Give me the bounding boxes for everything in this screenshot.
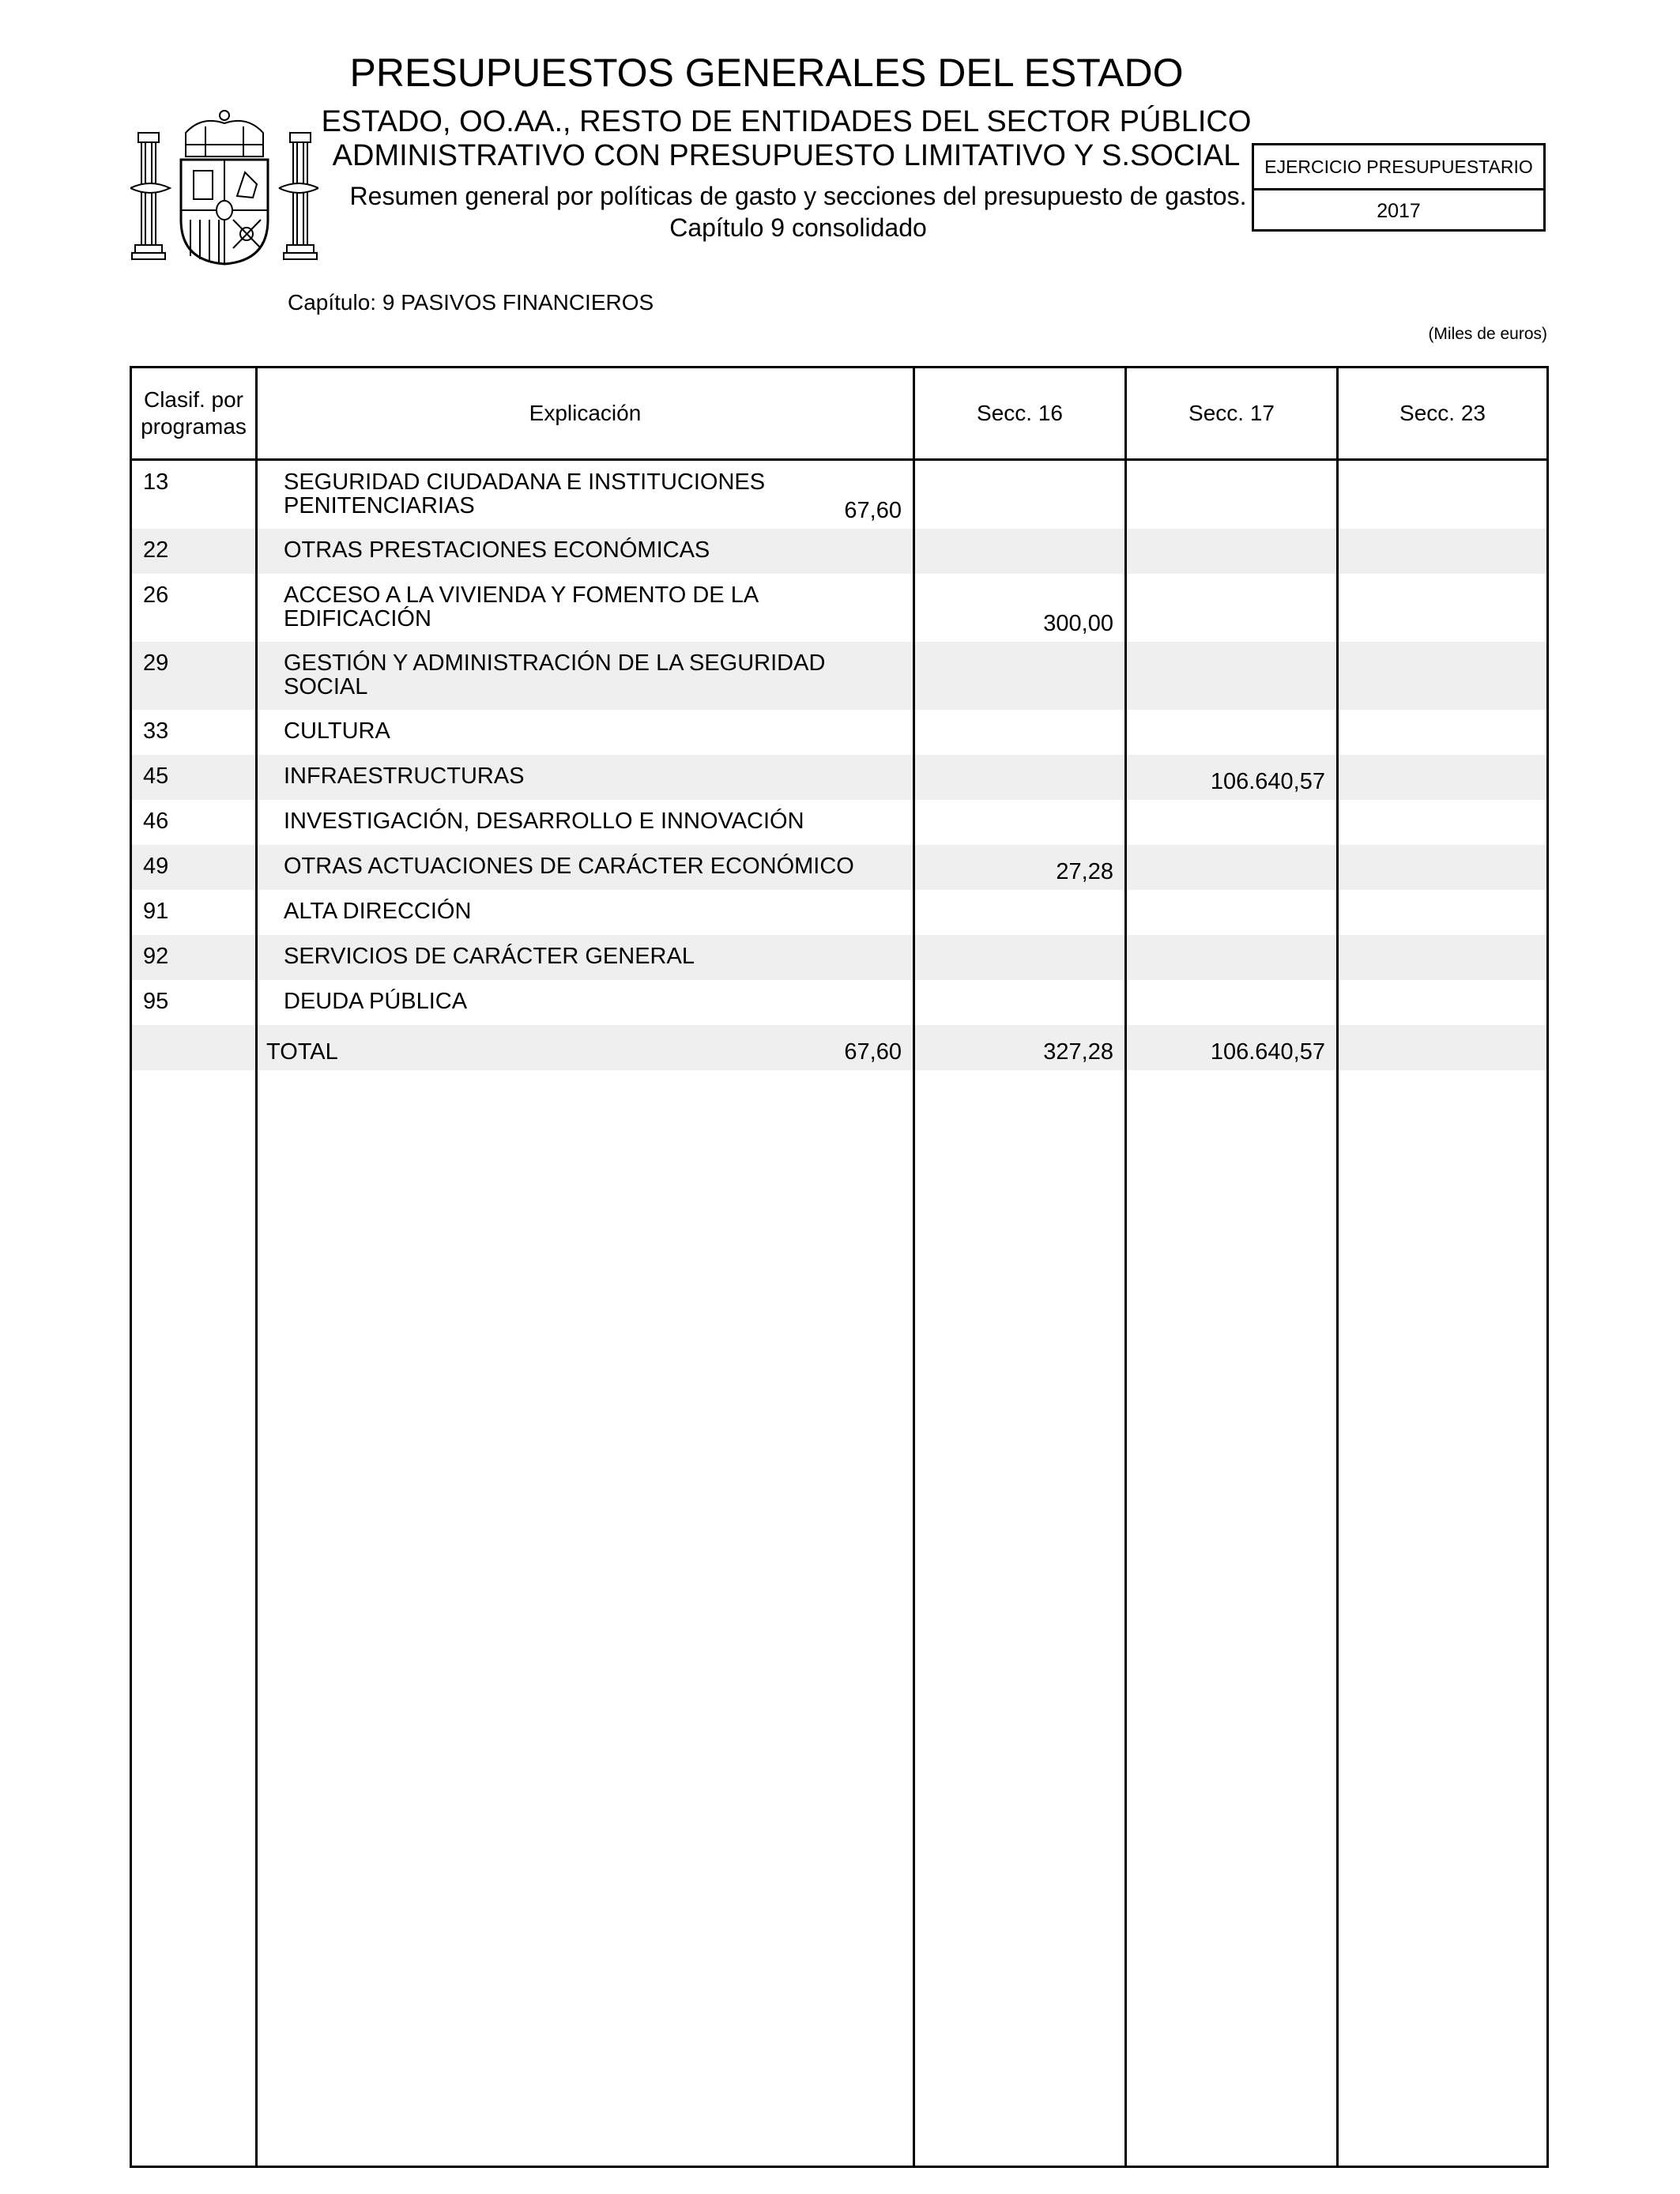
row-explicacion: SEGURIDAD CIUDADANA E INSTITUCIONES PENITENCIARIAS [284,469,766,518]
description-line-2: Capítulo 9 consolidado [669,213,927,242]
row-code: 92 [143,944,169,969]
table-row [132,642,1546,710]
row-explicacion: OTRAS ACTUACIONES DE CARÁCTER ECONÓMICO [284,854,854,879]
col-header-secc16: Secc. 16 [977,401,1063,425]
table-row [132,980,1546,1025]
table-row [132,461,1546,529]
row-secc17: 300,00 [1043,611,1113,636]
row-code: 22 [143,537,169,563]
row-code: 13 [143,469,169,495]
row-code: 33 [143,718,169,744]
row-code: 26 [143,582,169,608]
row-explicacion: GESTIÓN Y ADMINISTRACIÓN DE LA SEGURIDAD SOCIAL [284,650,826,699]
units-note: (Miles de euros) [1428,325,1547,343]
table-row [132,935,1546,980]
fiscal-year-label: EJERCICIO PRESUPUESTARIO [1254,145,1543,190]
column-divider [913,368,915,2166]
col-header-secc23: Secc. 23 [1399,401,1486,425]
row-explicacion: ACCESO A LA VIVIENDA Y FOMENTO DE LA EDIFICACIÓN [284,582,758,631]
table-row [132,529,1546,574]
row-code: 91 [143,899,169,924]
total-secc16: 67,60 [844,1039,902,1065]
row-code: 45 [143,763,169,789]
fiscal-year-box [1252,143,1546,232]
table-row [132,755,1546,800]
total-secc23: 106.640,57 [1210,1039,1325,1065]
table-row [132,890,1546,935]
row-explicacion: DEUDA PÚBLICA [284,989,468,1014]
row-explicacion: INFRAESTRUCTURAS [284,763,525,789]
col-header-code [132,368,255,458]
row-explicacion: OTRAS PRESTACIONES ECONÓMICAS [284,537,710,563]
total-secc17: 327,28 [1043,1039,1113,1065]
row-secc17: 27,28 [1056,859,1113,884]
row-code: 46 [143,809,169,834]
col-header-explicacion: Explicación [529,401,642,425]
row-explicacion: ALTA DIRECCIÓN [284,899,472,924]
row-explicacion: CULTURA [284,718,390,744]
column-divider [255,368,258,2166]
row-explicacion: INVESTIGACIÓN, DESARROLLO E INNOVACIÓN [284,809,804,834]
fiscal-year-value: 2017 [1377,200,1421,222]
column-divider [1336,368,1339,2166]
row-secc23: 106.640,57 [1210,769,1325,794]
row-code: 95 [143,989,169,1014]
document-title: PRESUPUESTOS GENERALES DEL ESTADO [349,51,1184,95]
col-header-code-line-1: Clasif. por [143,387,244,412]
description-line-1: Resumen general por políticas de gasto y secciones del presupuesto de gastos. [349,182,1247,210]
column-divider [1124,368,1127,2166]
budget-table [130,366,1549,2168]
table-row [132,800,1546,845]
chapter-heading: Capítulo: 9 PASIVOS FINANCIEROS [288,290,654,315]
row-secc16: 67,60 [844,498,902,523]
total-label: TOTAL [266,1039,338,1065]
subtitle-line-2: ADMINISTRATIVO CON PRESUPUESTO LIMITATIVO Y S.SOCIAL [332,139,1241,172]
row-code: 29 [143,650,169,676]
row-explicacion: SERVICIOS DE CARÁCTER GENERAL [284,944,695,969]
table-header [132,368,1546,461]
row-code: 49 [143,854,169,879]
table-row [132,845,1546,890]
col-header-code-line-2: programas [141,414,247,439]
col-header-secc17: Secc. 17 [1188,401,1275,425]
table-row [132,710,1546,755]
total-row [132,1025,1546,1070]
subtitle-line-1: ESTADO, OO.AA., RESTO DE ENTIDADES DEL SECTOR PÚBLICO [321,105,1252,138]
table-row [132,574,1546,642]
